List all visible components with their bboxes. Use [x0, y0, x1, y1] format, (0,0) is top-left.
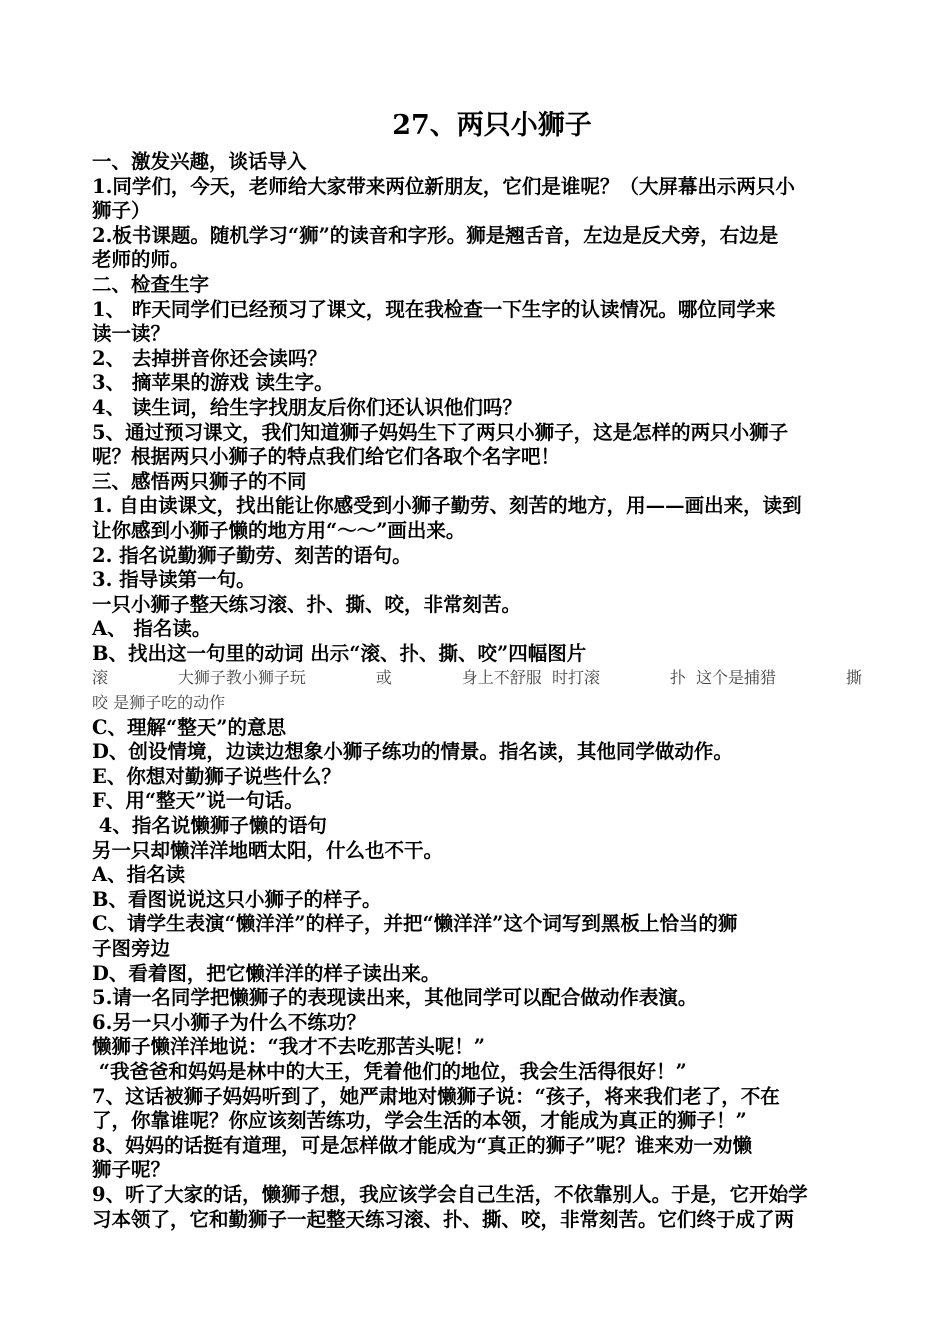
- text-line: 7、这话被狮子妈妈听到了，她严肃地对懒狮子说：“孩子，将来我们老了，不在: [92, 1084, 780, 1108]
- text-line: 呢？根据两只小狮子的特点我们给它们各取个名字吧！: [92, 445, 561, 469]
- picture-caption-line: 咬 是狮子吃的动作: [92, 693, 226, 713]
- text-line: 5、通过预习课文，我们知道狮子妈妈生下了两只小狮子，这是怎样的两只小狮子: [92, 420, 789, 444]
- text-line: 8、妈妈的话挺有道理，可是怎样做才能成为“真正的狮子”呢？谁来劝一劝懒: [92, 1133, 753, 1157]
- document-title: 27、两只小狮子: [392, 110, 592, 141]
- text-line: 习本领了，它和勤狮子一起整天练习滚、扑、撕、咬，非常刻苦。它们终于成了两: [92, 1207, 795, 1231]
- text-line: 9、听了大家的话，懒狮子想，我应该学会自己生活，不依靠别人。于是，它开始学: [92, 1182, 808, 1206]
- text-line: 让你感到小狮子懒的地方用“～～”画出来。: [92, 518, 466, 542]
- text-line: D、看着图，把它懒洋洋的样子读出来。: [92, 961, 441, 985]
- text-line: 2、 去掉拼音你还会读吗？: [92, 346, 327, 370]
- text-line: F、用“整天”说一句话。: [92, 789, 304, 813]
- text-line: 另一只却懒洋洋地晒太阳，什么也不干。: [92, 838, 444, 862]
- text-line: 老师的师。: [92, 248, 190, 272]
- text-line: 5.请一名同学把懒狮子的表现读出来，其他同学可以配合做动作表演。: [92, 986, 698, 1010]
- text-line: 子图旁边: [92, 937, 171, 960]
- caption-si: 撕: [845, 668, 862, 688]
- text-line: “我爸爸和妈妈是林中的大王，凭着他们的地位，我会生活得很好！”: [92, 1059, 687, 1083]
- section-heading-2: 二、检查生字: [92, 272, 210, 296]
- text-line: D、创设情境，边读边想象小狮子练功的情景。指名读，其他同学做动作。: [92, 740, 733, 764]
- text-line: 2.板书课题。随机学习“狮”的读音和字形。狮是翘舌音，左边是反犬旁，右边是: [92, 223, 779, 247]
- document-page: [92, 108, 862, 1232]
- text-line: 1.同学们，今天，老师给大家带来两位新朋友，它们是谁呢？（大屏幕出示两只小: [92, 174, 795, 198]
- text-line: B、看图说说这只小狮子的样子。: [92, 887, 382, 911]
- text-line: C、理解“整天”的意思: [92, 715, 286, 739]
- text-line: A、 指名读。: [92, 617, 212, 641]
- text-line: C、请学生表演“懒洋洋”的样子，并把“懒洋洋”这个词写到黑板上恰当的狮: [92, 912, 738, 936]
- caption-play: 大狮子教小狮子玩: [177, 668, 306, 688]
- section-heading-3: 三、感悟两只狮子的不同: [92, 469, 307, 493]
- text-line: 3、 摘苹果的游戏 读生字。: [92, 371, 334, 395]
- caption-or: 或: [375, 668, 392, 688]
- text-line: 1、 昨天同学们已经预习了课文，现在我检查一下生字的认读情况。哪位同学来: [92, 297, 776, 321]
- text-line: 6.另一只小狮子为什么不练功？: [92, 1010, 366, 1034]
- caption-gun: 滚: [92, 668, 109, 688]
- text-line: 4、指名说懒狮子懒的语句: [92, 814, 327, 838]
- text-line: 4、 读生词，给生字找朋友后你们还认识他们吗？: [92, 395, 522, 419]
- text-line: 狮子）: [92, 199, 151, 223]
- caption-pu: 扑 这个是捕猎: [669, 668, 777, 688]
- text-line: 一只小狮子整天练习滚、扑、撕、咬，非常刻苦。: [92, 592, 522, 616]
- picture-caption-row: [92, 666, 862, 691]
- text-line: 狮子呢？: [92, 1158, 171, 1182]
- text-line: 读一读？: [92, 322, 171, 346]
- text-line: 2. 指名说勤狮子勤劳、刻苦的语句。: [92, 543, 412, 567]
- text-line: 了，你靠谁呢？你应该刻苦练功，学会生活的本领，才能成为真正的狮子！”: [92, 1109, 747, 1133]
- caption-roll: 身上不舒服 时打滚: [461, 668, 600, 688]
- text-line: 3. 指导读第一句。: [92, 568, 256, 592]
- text-line: B、找出这一句里的动词 出示“滚、扑、撕、咬”四幅图片: [92, 641, 587, 665]
- text-line: 懒狮子懒洋洋地说：“我才不去吃那苦头呢！”: [92, 1035, 485, 1059]
- text-line: E、你想对勤狮子说些什么？: [92, 764, 341, 788]
- text-line: 1. 自由读课文，找出能让你感受到小狮子勤劳、刻苦的地方，用——画出来，读到: [92, 494, 802, 518]
- section-heading-1: 一、激发兴趣，谈话导入: [92, 150, 307, 173]
- text-line: A、指名读: [92, 863, 186, 887]
